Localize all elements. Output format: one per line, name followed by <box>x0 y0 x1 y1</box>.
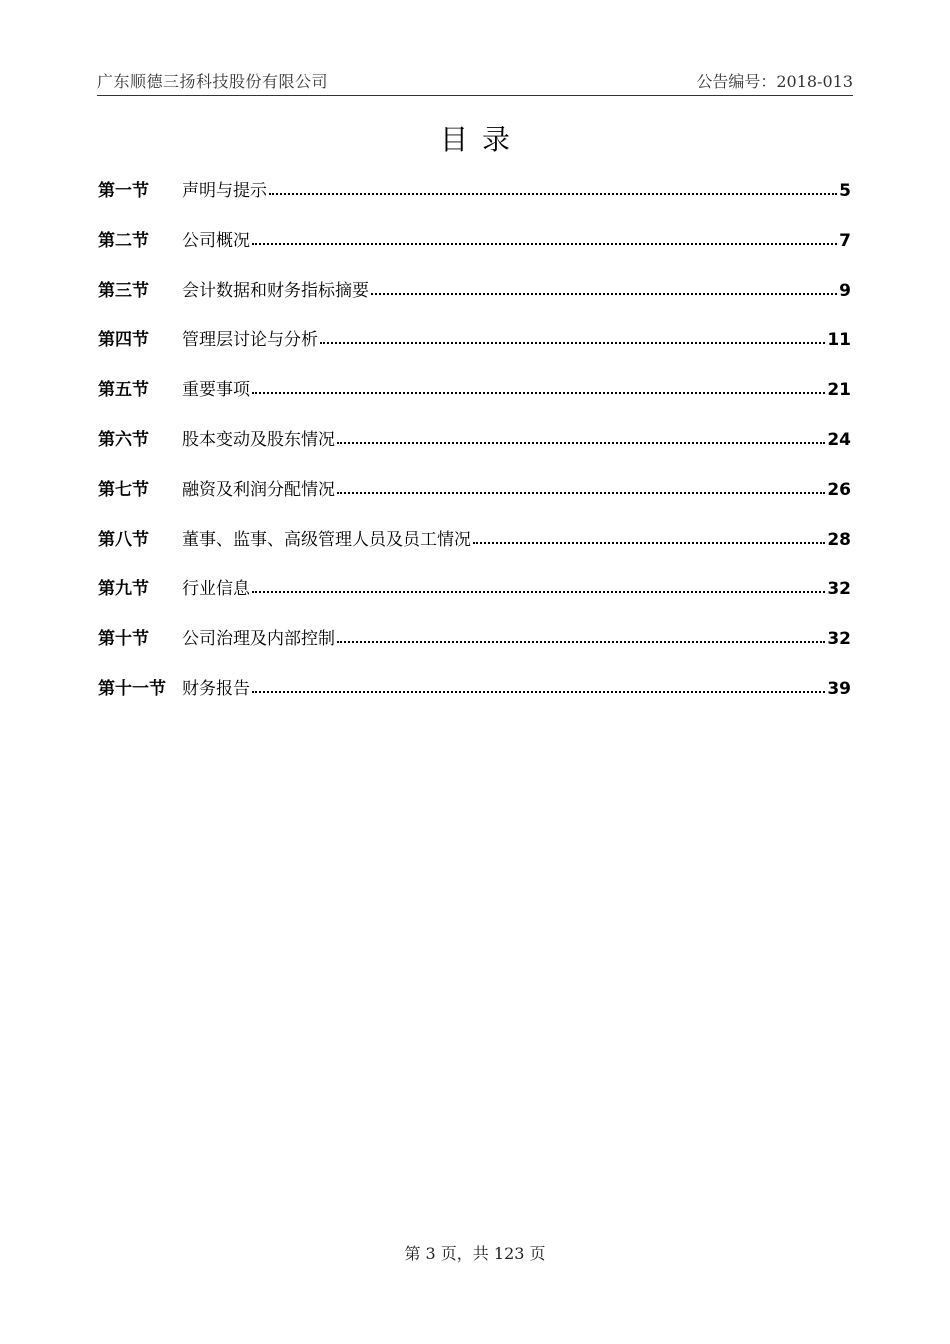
toc-leader-dots <box>252 243 837 245</box>
toc-section-number: 第六节 <box>98 429 149 450</box>
toc-section-name: 财务报告 <box>182 678 250 699</box>
toc-page-number: 21 <box>827 380 851 401</box>
toc-section-name: 重要事项 <box>182 380 250 401</box>
toc-section-name: 管理层讨论与分析 <box>182 330 318 351</box>
toc-entry[interactable] <box>98 277 851 327</box>
toc-page-number: 11 <box>827 330 851 351</box>
toc-section-number: 第十一节 <box>98 678 166 699</box>
toc-leader-dots <box>320 342 825 344</box>
toc-leader-dots <box>252 591 825 593</box>
toc-page-number: 39 <box>827 678 851 699</box>
toc-page-number: 7 <box>839 230 851 251</box>
toc-entry[interactable] <box>98 376 851 426</box>
toc-entry[interactable] <box>98 625 851 675</box>
toc-entry[interactable] <box>98 675 851 725</box>
page-footer: 第 3 页，共 123 页 <box>404 1244 546 1263</box>
toc-section-number: 第二节 <box>98 230 149 251</box>
toc-section-name: 董事、监事、高级管理人员及员工情况 <box>182 529 471 550</box>
toc-section-number: 第三节 <box>98 280 149 301</box>
page-header <box>97 66 853 96</box>
toc-entry[interactable] <box>98 526 851 576</box>
company-name: 广东顺德三扬科技股份有限公司 <box>97 72 329 91</box>
toc-section-name: 行业信息 <box>182 579 250 600</box>
toc-section-number: 第一节 <box>98 181 149 201</box>
toc-section-number: 第四节 <box>98 330 149 351</box>
toc-section-name: 公司概况 <box>182 230 250 251</box>
toc-leader-dots <box>337 492 825 494</box>
toc-leader-dots <box>337 442 825 444</box>
toc-entry[interactable] <box>98 575 851 625</box>
toc-entry[interactable] <box>98 426 851 476</box>
toc-section-name: 声明与提示 <box>182 181 267 201</box>
toc-entry[interactable] <box>98 476 851 526</box>
toc-section-name: 公司治理及内部控制 <box>182 629 335 650</box>
toc-leader-dots <box>252 392 825 394</box>
toc-section-number: 第九节 <box>98 579 149 600</box>
toc-page-number: 28 <box>827 529 851 550</box>
toc-page-number: 9 <box>839 280 851 301</box>
toc-leader-dots <box>337 641 825 643</box>
toc-entry[interactable] <box>98 227 851 277</box>
toc-leader-dots <box>473 542 825 544</box>
toc-leader-dots <box>269 193 837 195</box>
toc-section-number: 第十节 <box>98 629 149 650</box>
toc-entry[interactable] <box>98 177 851 227</box>
toc-section-name: 会计数据和财务指标摘要 <box>182 280 369 301</box>
toc-section-number: 第七节 <box>98 479 149 500</box>
toc-section-number: 第五节 <box>98 380 149 401</box>
toc-section-name: 融资及利润分配情况 <box>182 479 335 500</box>
toc-section-name: 股本变动及股东情况 <box>182 429 335 450</box>
toc-page-number: 32 <box>827 579 851 600</box>
toc-page-number: 32 <box>827 629 851 650</box>
toc-title: 目录 <box>439 123 524 156</box>
announcement-number: 公告编号：2018-013 <box>696 72 853 91</box>
toc-leader-dots <box>252 691 825 693</box>
toc-page-number: 5 <box>839 181 851 201</box>
toc-entry[interactable] <box>98 326 851 376</box>
table-of-contents <box>98 177 851 725</box>
toc-section-number: 第八节 <box>98 529 149 550</box>
toc-page-number: 24 <box>827 429 851 450</box>
toc-page-number: 26 <box>827 479 851 500</box>
toc-leader-dots <box>371 293 837 295</box>
